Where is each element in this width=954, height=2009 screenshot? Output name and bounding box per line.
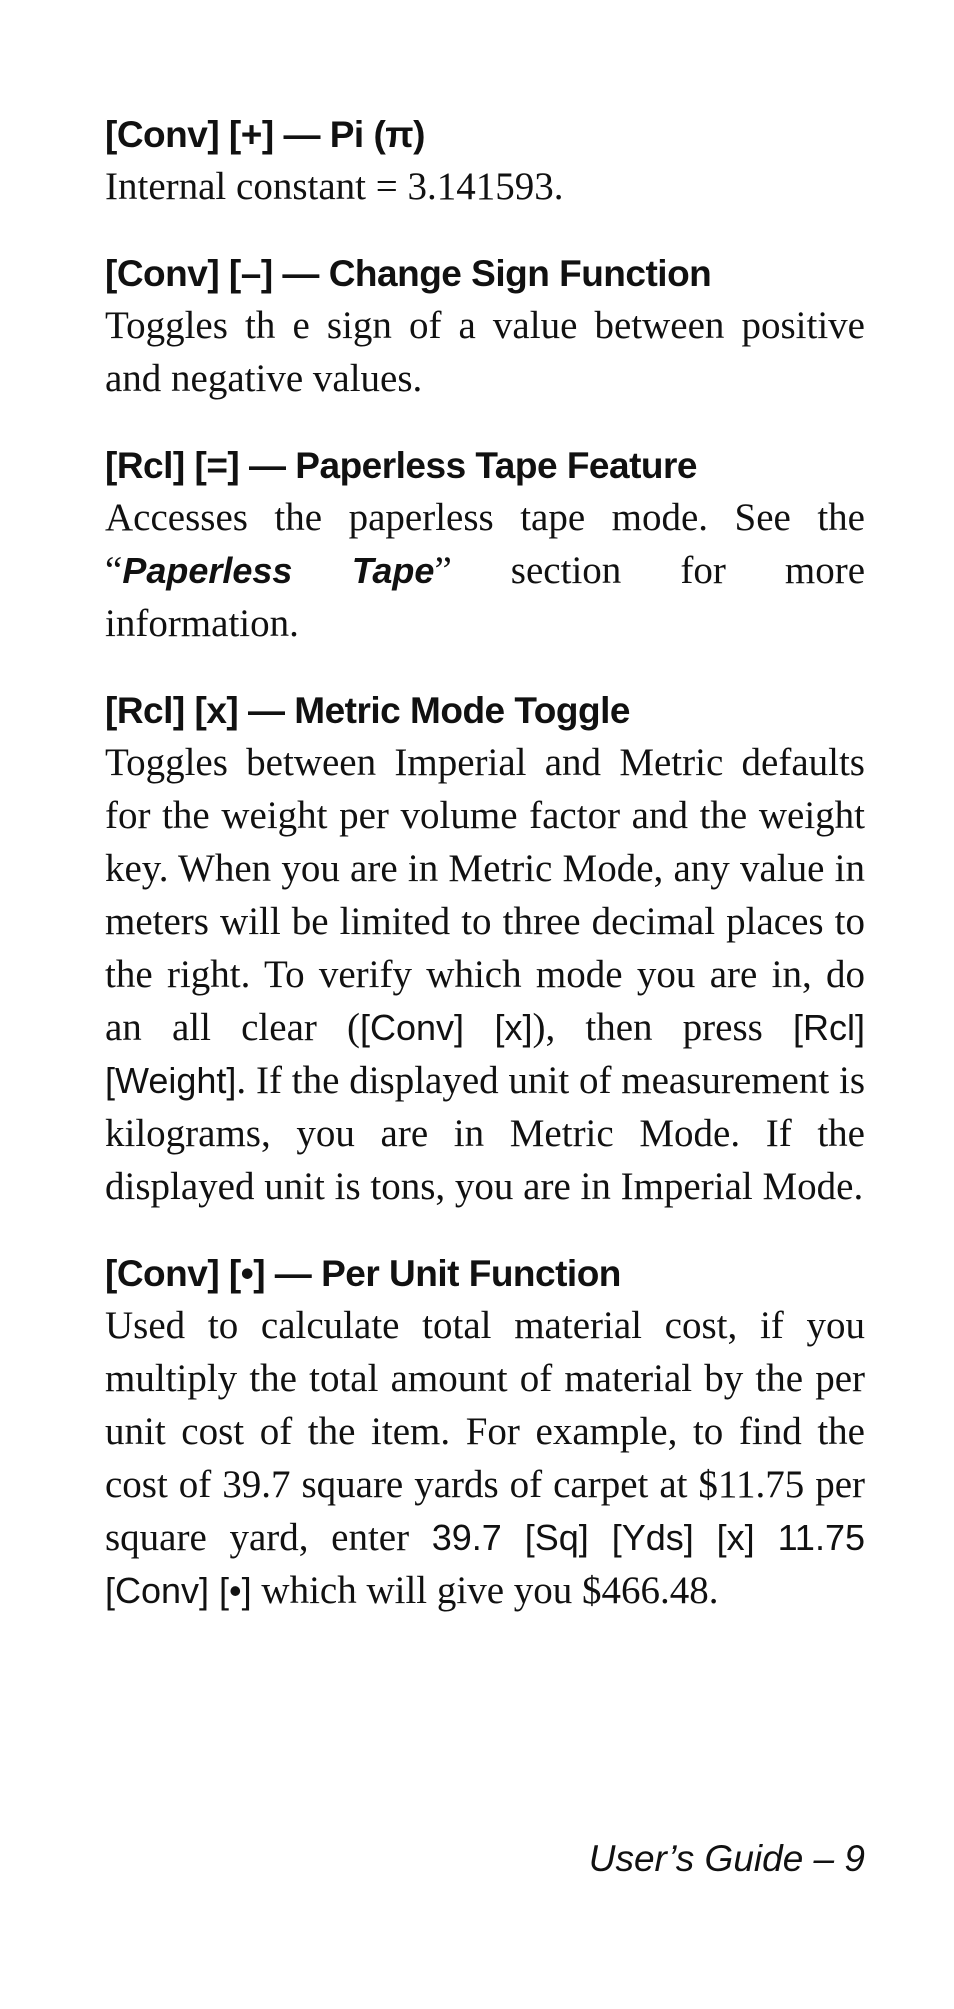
- section-heading: [Conv] [–] — Change Sign Function: [105, 253, 712, 294]
- section-heading: [Conv] [•] — Per Unit Function: [105, 1253, 621, 1294]
- section-heading: [Rcl] [x] — Metric Mode Toggle: [105, 690, 630, 731]
- body-text: Used to calculate total material cost, if you multiply the total amount of material by the per unit cost of the item. For example, to find the cost of 39.7 square yards of carpet at $11.75 per square yard, enter: [105, 1304, 865, 1559]
- section-body: Toggles th e sign of a value between positive and negative values.: [105, 304, 865, 400]
- section-body: [105, 1299, 865, 1617]
- section-body: [105, 491, 865, 650]
- section-heading: [Conv] [+] — Pi (π): [105, 114, 425, 155]
- emphasis-text: Paperless Tape: [122, 550, 435, 591]
- body-text: ” section for more information.: [105, 549, 865, 645]
- body-text: ), then press: [532, 1006, 793, 1049]
- body-text: which will give you $466.48.: [251, 1569, 719, 1612]
- body-text: . If the displayed unit of measurement is kilograms, you are in Metric Mode. If the displayed unit is tons, you are in Imperial Mode.: [105, 1059, 865, 1208]
- page-content: [105, 110, 865, 1653]
- section-change-sign: [105, 249, 865, 405]
- section-metric-mode: [105, 686, 865, 1213]
- section-heading: [Rcl] [=] — Paperless Tape Feature: [105, 445, 697, 486]
- section-per-unit: [105, 1249, 865, 1617]
- section-paperless-tape: [105, 441, 865, 650]
- body-text: Toggles between Imperial and Metric defaults for the weight per volume factor and the weight key. When you are in Metric Mode, any value in meters will be limited to three decimal places to the right. To verify which mode you are in, do an all clear (: [105, 741, 865, 1049]
- key-sequence: [Rcl] [Weight]: [105, 1007, 865, 1101]
- key-sequence: [Conv] [x]: [360, 1007, 533, 1048]
- key-sequence: 39.7 [Sq] [Yds] [x] 11.75 [Conv] [•]: [105, 1517, 865, 1611]
- section-body: Internal constant = 3.141593.: [105, 165, 564, 208]
- section-pi: [105, 110, 865, 213]
- page-footer: User’s Guide – 9: [588, 1838, 865, 1879]
- body-text: Accesses the paperless tape mode. See the “: [105, 496, 865, 592]
- section-body: [105, 736, 865, 1213]
